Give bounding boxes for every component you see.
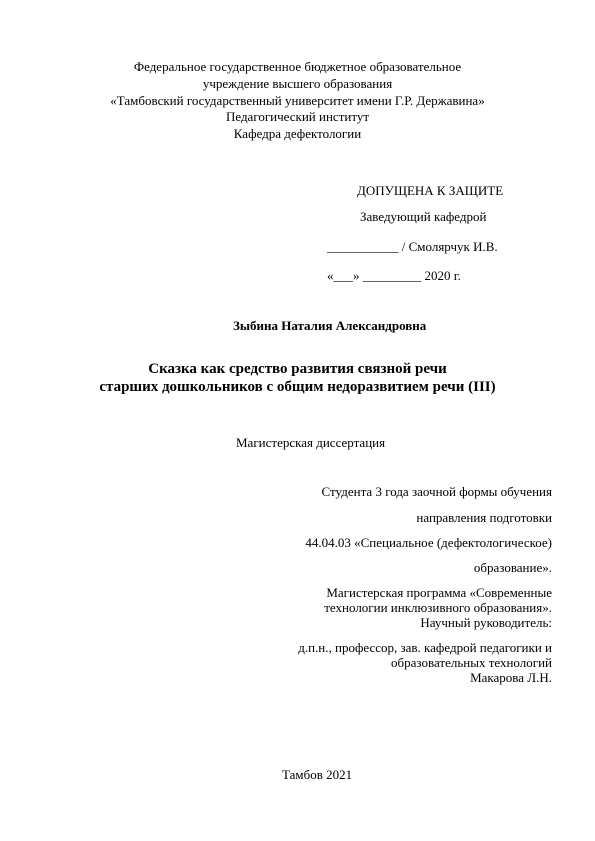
approval-signature-line: ___________ / Смолярчук И.В. [327, 239, 498, 254]
header-line-department: Кафедра дефектологии [233, 126, 362, 141]
student-info-line-4: образование». [473, 560, 552, 575]
student-info-line-1: Студента 3 года заочной формы обучения [321, 484, 552, 499]
thesis-title-line-2: старших дошкольников с общим недоразвитием речи (III) [99, 379, 496, 395]
work-type: Магистерская диссертация [236, 435, 386, 450]
header-line-institution-type: учреждение высшего образования [202, 76, 393, 91]
footer-city-year: Тамбов 2021 [282, 767, 353, 782]
header-line-university: «Тамбовский государственный университет имени Г.Р. Державина» [110, 93, 485, 108]
thesis-title-line-1: Сказка как средство развития связной речи [148, 361, 447, 377]
student-info-line-2: направления подготовки [416, 510, 552, 525]
supervisor-title-line-2: образовательных технологий [391, 655, 552, 670]
header-line-institute: Педагогический институт [225, 109, 370, 124]
supervisor-name: Макарова Л.Н. [470, 670, 552, 685]
supervisor-title-line-1: д.п.н., профессор, зав. кафедрой педагогики и [298, 640, 552, 655]
supervisor-heading: Научный руководитель: [420, 615, 552, 630]
student-info-line-5: Магистерская программа «Современные [326, 585, 552, 600]
approval-position: Заведующий кафедрой [360, 209, 487, 224]
student-info-line-6: технологии инклюзивного образования». [324, 600, 552, 615]
author-name: Зыбина Наталия Александровна [233, 318, 427, 333]
header-line-federal: Федеральное государственное бюджетное образовательное [133, 59, 462, 74]
student-info-line-3: 44.04.03 «Специальное (дефектологическое) [305, 535, 552, 550]
approval-title: ДОПУЩЕНА К ЗАЩИТЕ [357, 183, 504, 198]
approval-date-line: «___» _________ 2020 г. [327, 268, 461, 283]
